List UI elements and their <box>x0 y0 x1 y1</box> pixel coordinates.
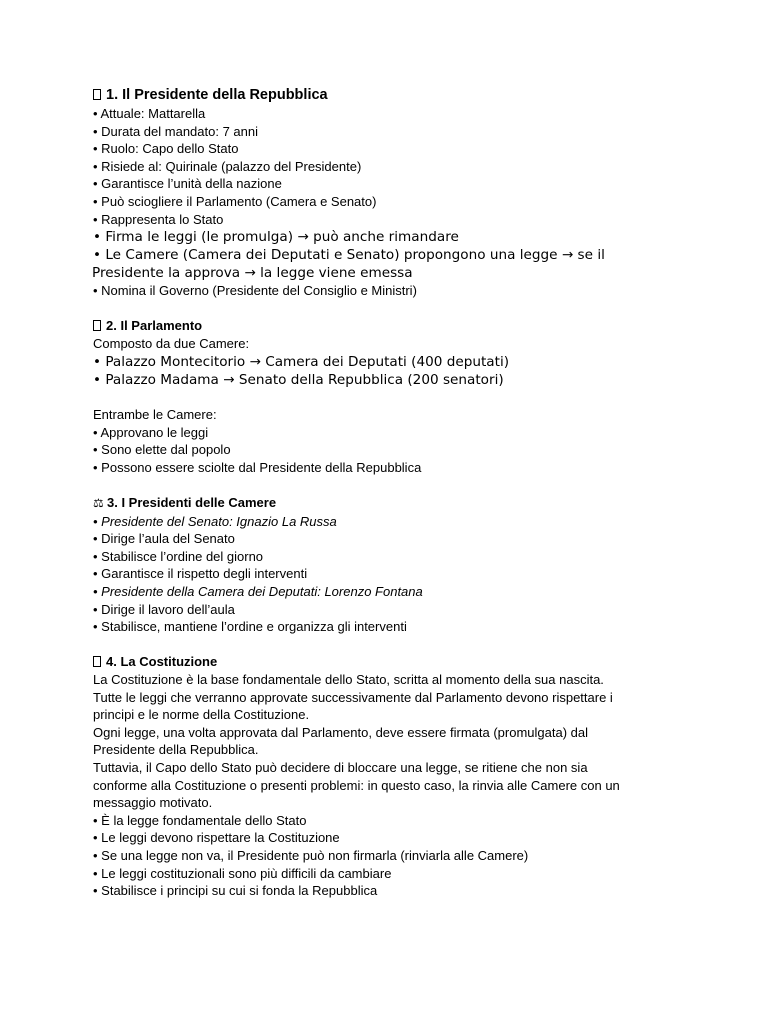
list-item: • Rappresenta lo Stato <box>93 211 224 227</box>
list-item: • Palazzo Madama → Senato della Repubblica (200 senatori) <box>93 371 504 388</box>
paragraph-line: Presidente della Repubblica. <box>93 742 259 758</box>
list-item: • Stabilisce, mantiene l’ordine e organizza gli interventi <box>93 619 407 635</box>
paragraph-line: messaggio motivato. <box>93 795 213 811</box>
missing-glyph-icon <box>93 89 101 100</box>
list-item: • Se una legge non va, il Presidente può non firmarla (rinviarla alle Camere) <box>93 847 529 863</box>
section-1-heading <box>93 86 693 105</box>
section-3-title: 3. I Presidenti delle Camere <box>107 495 277 511</box>
section-3-heading <box>93 494 693 513</box>
paragraph-line: principi e le norme della Costituzione. <box>93 707 310 723</box>
section-2-heading <box>93 317 693 335</box>
section-4-heading <box>93 653 693 671</box>
section-1-title: 1. Il Presidente della Repubblica <box>106 87 328 103</box>
section-4-title: 4. La Costituzione <box>106 654 218 670</box>
list-item: • Stabilisce l’ordine del giorno <box>93 548 264 564</box>
list-item-subtitle: • Presidente della Camera dei Deputati: Lorenzo Fontana <box>93 584 423 600</box>
list-item: • Risiede al: Quirinale (palazzo del Presidente) <box>93 158 362 174</box>
list-item: • Le leggi devono rispettare la Costituzione <box>93 830 340 846</box>
list-item: • Dirige il lavoro dell’aula <box>93 601 235 617</box>
list-item: • Approvano le leggi <box>93 424 209 440</box>
list-item: • Durata del mandato: 7 anni <box>93 123 258 139</box>
balance-scale-icon: ⚖ <box>93 496 104 511</box>
list-item: • Le Camere (Camera dei Deputati e Senato) propongono una legge → se il <box>93 247 605 264</box>
list-item: • Possono essere sciolte dal Presidente della Repubblica <box>93 459 422 475</box>
paragraph: Entrambe le Camere: <box>93 407 217 423</box>
list-item: • Stabilisce i principi su cui si fonda la Repubblica <box>93 883 378 899</box>
list-item: • Palazzo Montecitorio → Camera dei Deputati (400 deputati) <box>93 353 510 370</box>
list-item: • Può sciogliere il Parlamento (Camera e Senato) <box>93 193 377 209</box>
missing-glyph-icon <box>93 656 101 667</box>
paragraph: Composto da due Camere: <box>93 335 250 351</box>
list-item: • È la legge fondamentale dello Stato <box>93 812 307 828</box>
list-item: • Sono elette dal popolo <box>93 442 231 458</box>
document-page <box>93 86 693 900</box>
section-2-title: 2. Il Parlamento <box>106 318 203 334</box>
list-item-continuation: Presidente la approva → la legge viene emessa <box>92 265 413 282</box>
paragraph-line: Ogni legge, una volta approvata dal Parlamento, deve essere firmata (promulgata) dal <box>93 724 589 740</box>
list-item: • Ruolo: Capo dello Stato <box>93 141 239 157</box>
missing-glyph-icon <box>93 320 101 331</box>
list-item: • Nomina il Governo (Presidente del Consiglio e Ministri) <box>93 283 417 299</box>
paragraph-line: conforme alla Costituzione o presenti problemi: in questo caso, la rinvia alle Camere con un <box>93 777 620 793</box>
list-item: • Le leggi costituzionali sono più difficili da cambiare <box>93 865 392 881</box>
paragraph-line: Tuttavia, il Capo dello Stato può decidere di bloccare una legge, se ritiene che non sia <box>93 760 588 775</box>
list-item: • Garantisce l’unità della nazione <box>93 176 282 192</box>
list-item-subtitle: • Presidente del Senato: Ignazio La Russa <box>93 513 337 529</box>
paragraph-line: Tutte le leggi che verranno approvate successivamente dal Parlamento devono rispettare i <box>93 689 613 705</box>
paragraph-line: La Costituzione è la base fondamentale dello Stato, scritta al momento della sua nascita. <box>93 672 604 688</box>
list-item: • Garantisce il rispetto degli interventi <box>93 566 308 582</box>
list-item: • Attuale: Mattarella <box>93 106 206 121</box>
list-item: • Dirige l’aula del Senato <box>93 531 235 547</box>
list-item: • Firma le leggi (le promulga) → può anche rimandare <box>93 229 459 246</box>
